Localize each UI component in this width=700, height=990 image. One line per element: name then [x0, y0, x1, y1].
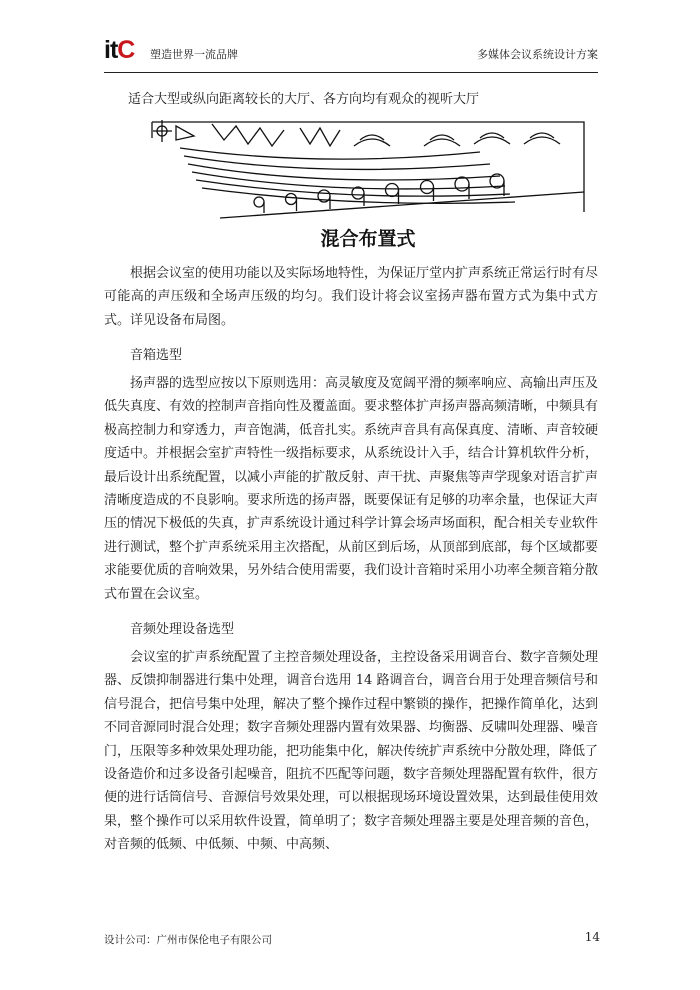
itc-logo — [104, 36, 134, 65]
footer-company: 设计公司：广州市保伦电子有限公司 — [104, 934, 272, 946]
mixed-layout-diagram — [150, 118, 586, 222]
heading-audio-processing: 音频处理设备选型 — [130, 622, 235, 637]
logo-main: it — [104, 36, 118, 64]
page-number: 14 — [584, 930, 600, 944]
paragraph-audio-processing: 会议室的扩声系统配置了主控音频处理设备，主控设备采用调音台、数字音频处理器、反馈抑制器进行集中处理，调音台选用 14 路调音台，调音台用于处理音频信号和信号混合，把信号集中处理，解决了整个操作过程中繁锁的操作，把操作简单化，达到不同音源同时混合处理；数字音频处理器内置有效果器、均衡器、反啸叫处理器、噪音门，压限等多种效果处理功能，把功能集中化，解决传统扩声系统中分散处理，降低了设备造价和过多设备引起噪音，阻抗不匹配等问题，数字音频处理器配置有软件，很方便的进行话筒信号、音源信号效果处理，可以根据现场环境设置效果，达到最佳使用效果，整个操作可以采用软件设置，简单明了；数字音频处理器主要是处理音频的音色，对音频的低频、中低频、中频、中高频、 — [104, 650, 599, 853]
figure-intro: 适合大型或纵向距离较长的大厅、各方向均有观众的视听大厅 — [128, 92, 480, 107]
paragraph-layout: 根据会议室的使用功能以及实际场地特性，为保证厅堂内扩声系统正常运行时有尽可能高的声压级和全场声压级的均匀。我们设计将会议室扬声器布置方式为集中式方式。详见设备布局图。 — [104, 266, 599, 328]
document-title: 多媒体会议系统设计方案 — [477, 48, 598, 61]
page-header — [104, 34, 598, 73]
logo-accent: C — [117, 36, 135, 64]
paragraph-speaker-selection: 扬声器的选型应按以下原则选用：高灵敏度及宽阔平滑的频率响应、高输出声压及低失真度、有效的控制声音指向性及覆盖面。要求整体扩声扬声器高频清晰，中频具有极高控制力和穿透力，声音饱满，低音扎实。系统声音具有高保真度、清晰、声音较硬度适中。并根据会室扩声特性一级指标要求，从系统设计入手，结合计算机软件分析，最后设计出系统配置，以减小声能的扩散反射、声干扰、声聚焦等声学现象对语言扩声清晰度造成的不良影响。要求所选的扬声器，既要保证有足够的功率余量，也保证大声压的情况下极低的失真，扩声系统设计通过科学计算会场声场面积，配合相关专业软件进行测试，整个扩声系统采用主次搭配，从前区到后场，从顶部到底部，每个区域都要求能要优质的音响效果，另外结合使用需要，我们设计音箱时采用小功率全频音箱分散式布置在会议室。 — [104, 376, 599, 602]
figure-caption: 混合布置式 — [320, 228, 416, 250]
heading-speaker-selection: 音箱选型 — [130, 348, 183, 363]
brand-slogan: 塑造世界一流品牌 — [150, 48, 238, 61]
speaker-layout-diagram — [150, 118, 586, 250]
